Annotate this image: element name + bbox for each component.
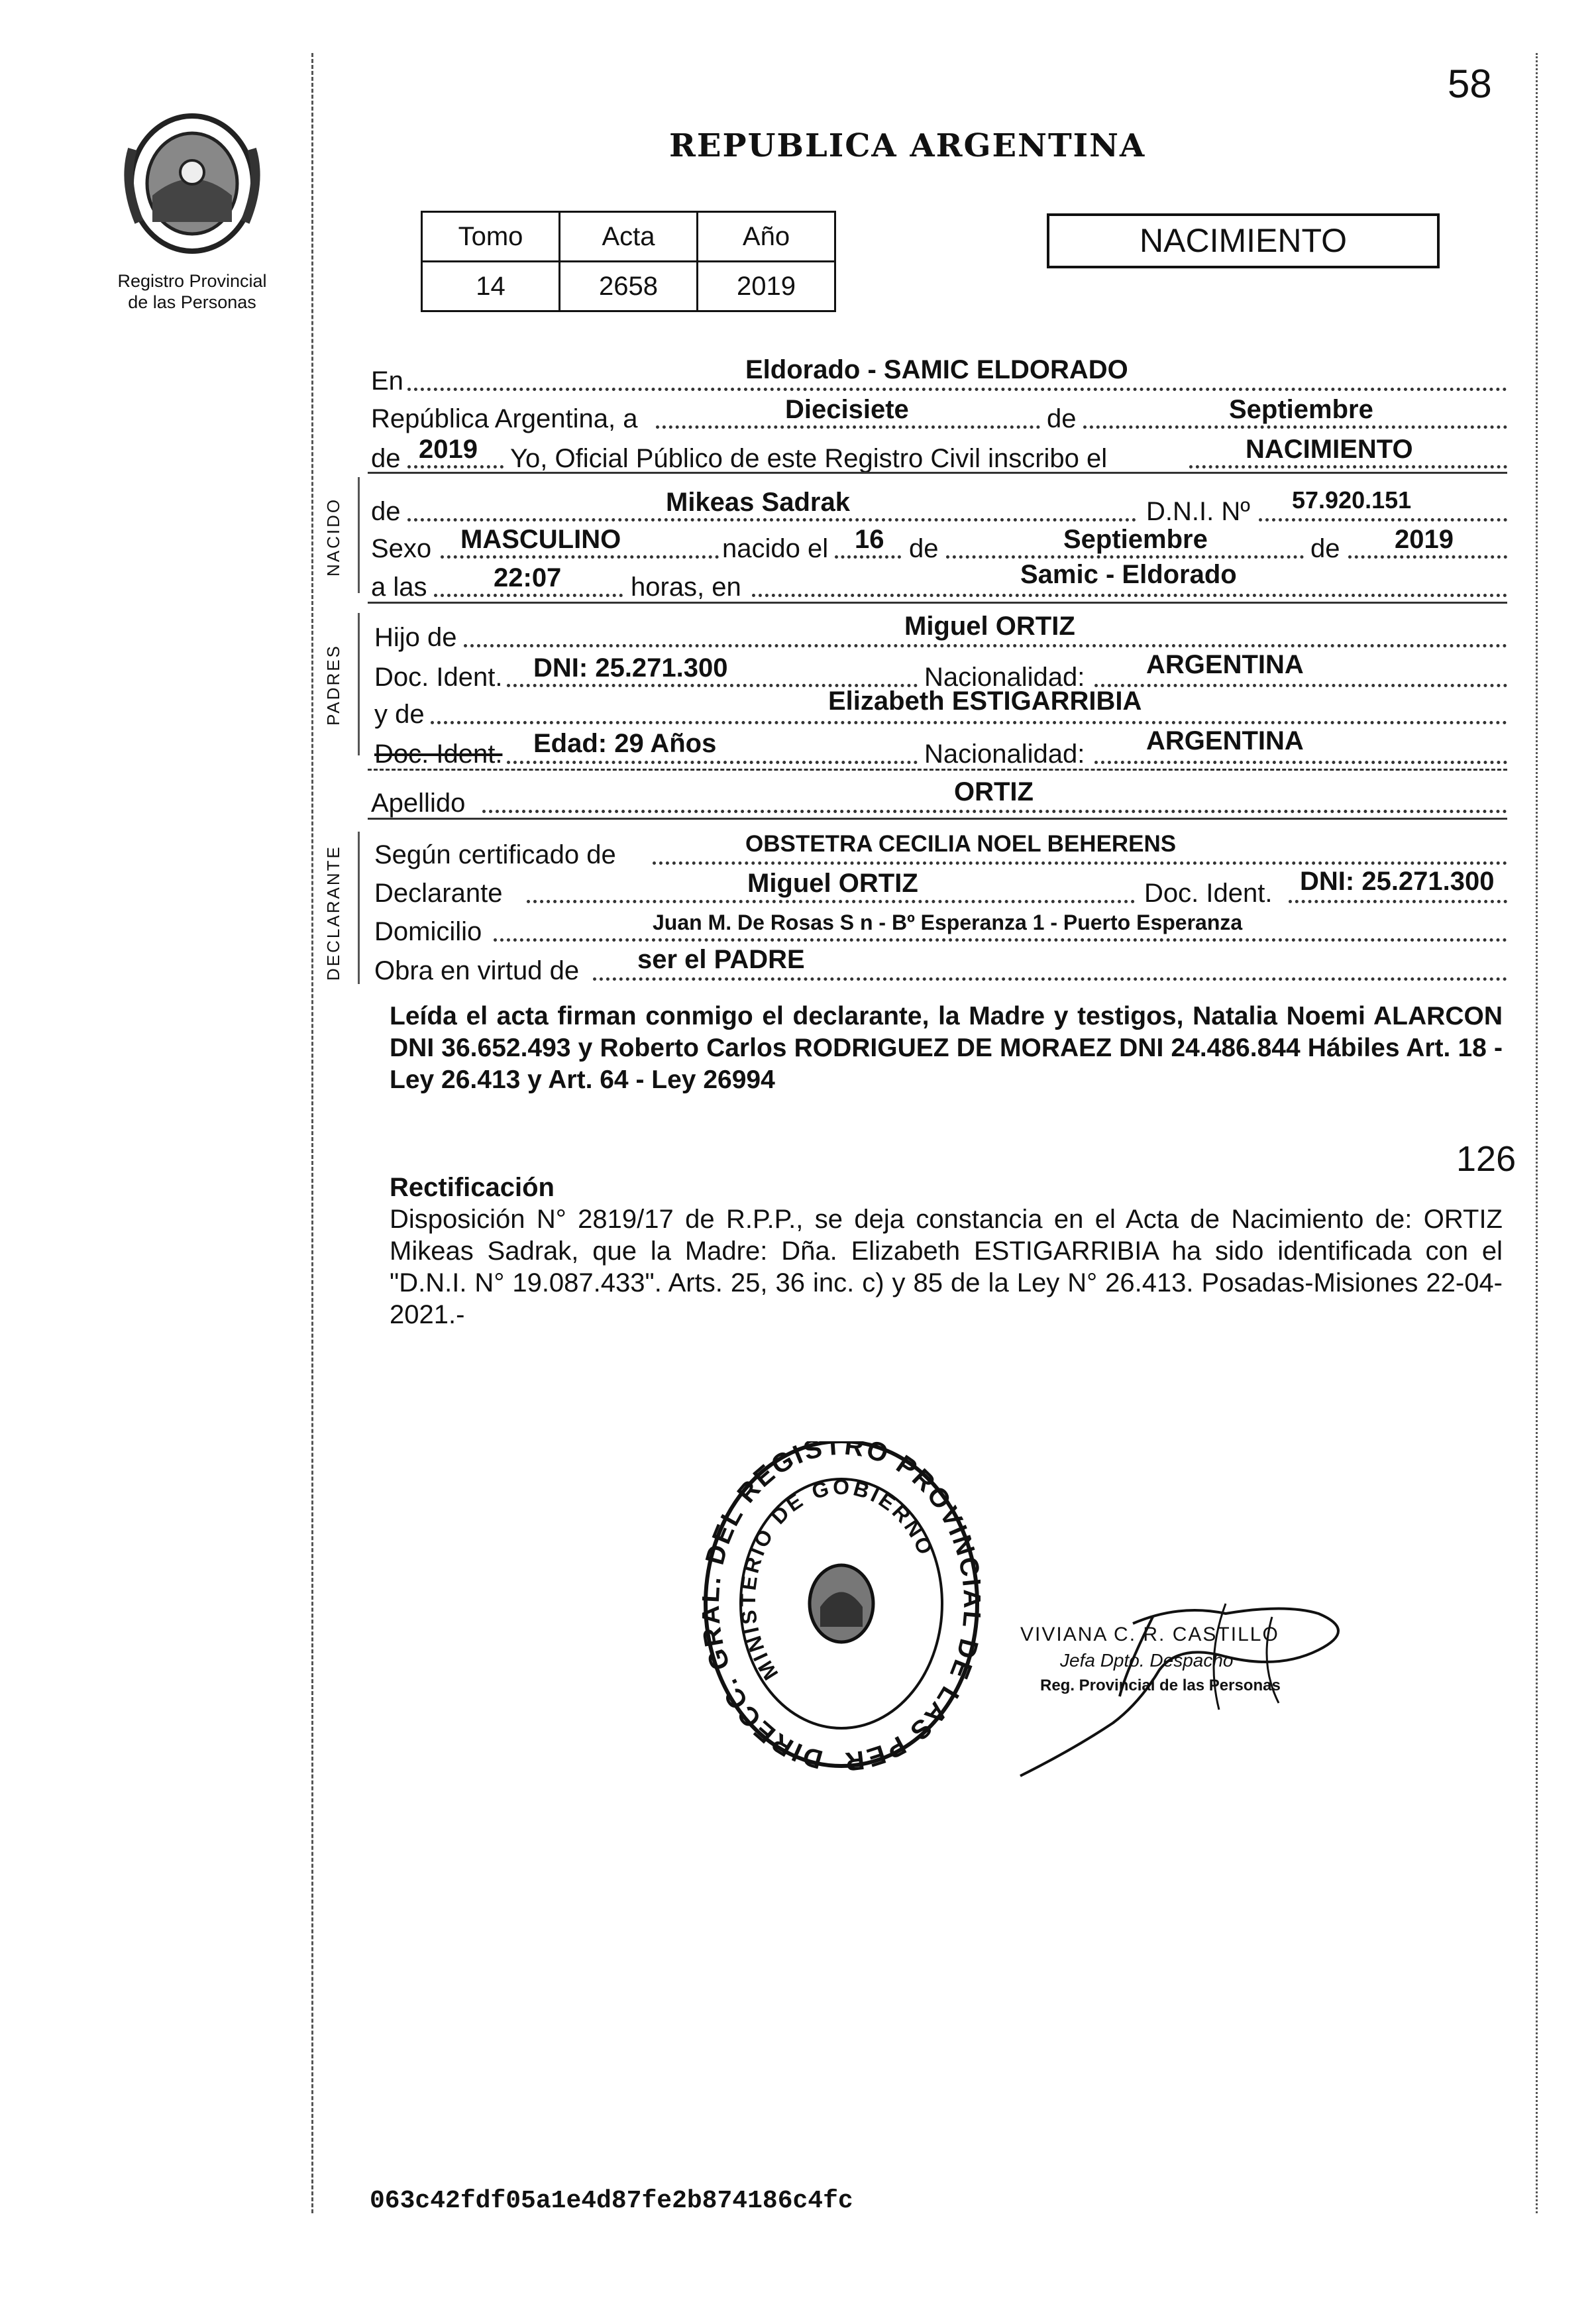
mes-line bbox=[1083, 425, 1507, 429]
certificado-value: OBSTETRA CECILIA NOEL BEHERENS bbox=[745, 831, 1177, 857]
declarante-doc-line bbox=[1289, 900, 1507, 903]
en-line bbox=[407, 388, 1507, 391]
side-label-nacido: NACIDO bbox=[323, 497, 343, 577]
declarante-label: Declarante bbox=[374, 879, 503, 908]
madre-nac-line bbox=[1094, 761, 1507, 764]
signature bbox=[1007, 1577, 1378, 1789]
rectificacion-text: Disposición N° 2819/17 de R.P.P., se deja constancia en el Acta de Nacimiento de: ORTIZ Mikeas Sadrak, que la Madre: Dña. Elizabeth ESTIGARRIBIA ha sido identificada con el "D.N.I. N° 19.087.433". Arts. 25, 36 inc. c) y 85 de la Ley N° 26.413. Posadas-Misiones 22-04-2021.- bbox=[390, 1205, 1503, 1329]
acta-header: Acta bbox=[560, 212, 698, 262]
de1-label: de bbox=[1047, 404, 1077, 433]
dia-line bbox=[656, 425, 1040, 429]
section-rule-2 bbox=[368, 602, 1507, 604]
dni-line bbox=[1259, 518, 1507, 522]
padre-nac-line bbox=[1094, 684, 1507, 687]
record-type-box: NACIMIENTO bbox=[1047, 213, 1440, 268]
madre-nac-label: Nacionalidad: bbox=[924, 740, 1085, 769]
de4-label: de bbox=[909, 534, 939, 563]
page-number: 58 bbox=[1448, 62, 1492, 106]
obra-line bbox=[593, 977, 1507, 981]
declarante-value: Miguel ORTIZ bbox=[747, 869, 918, 898]
madre-line bbox=[431, 721, 1507, 724]
sexo-line bbox=[441, 555, 719, 559]
obra-value: ser el PADRE bbox=[637, 945, 805, 974]
nac-dia-line bbox=[835, 555, 901, 559]
side-label-padres: PADRES bbox=[323, 644, 343, 726]
registry-table bbox=[421, 211, 836, 312]
right-margin-rule bbox=[1536, 53, 1538, 2213]
anio-line bbox=[407, 465, 504, 468]
obra-label: Obra en virtud de bbox=[374, 956, 580, 985]
misiones-logo bbox=[119, 109, 265, 262]
yde-label: y de bbox=[374, 700, 425, 729]
stamp-inner-text: MINISTERIO DE GOBIERNO bbox=[735, 1474, 939, 1684]
sexo-value: MASCULINO bbox=[460, 525, 621, 554]
madre-doc-label: Doc. Ident. bbox=[374, 740, 503, 769]
en-value: Eldorado - SAMIC ELDORADO bbox=[745, 355, 1128, 384]
rectificacion-title: Rectificación bbox=[390, 1173, 555, 1202]
inscribo-value: NACIMIENTO bbox=[1246, 435, 1413, 464]
padre-doc-value: DNI: 25.271.300 bbox=[533, 653, 728, 683]
certificado-label: Según certificado de bbox=[374, 840, 616, 869]
horas-label: horas, en bbox=[631, 573, 741, 602]
tomo-header: Tomo bbox=[422, 212, 560, 262]
anio-header: Año bbox=[698, 212, 835, 262]
left-margin-rule bbox=[311, 53, 313, 2213]
inscribo-text: Yo, Oficial Público de este Registro Civil inscribo el bbox=[510, 444, 1108, 473]
anio-value: 2019 bbox=[419, 435, 478, 464]
padre-nac-value: ARGENTINA bbox=[1146, 650, 1304, 679]
nac-mes-value: Septiembre bbox=[1063, 525, 1208, 554]
apellido-line bbox=[482, 810, 1507, 813]
section-rule-1 bbox=[368, 472, 1507, 474]
nac-anio-line bbox=[1348, 555, 1507, 559]
stamp-ring-text: DIRECC. G DEL REGISTRO PROVIN DE LAS PER bbox=[702, 1441, 981, 1777]
declarante-bracket bbox=[358, 832, 360, 984]
declarante-doc-value: DNI: 25.271.300 bbox=[1300, 867, 1495, 896]
note-number: 126 bbox=[1456, 1139, 1516, 1179]
certificado-line bbox=[653, 861, 1507, 865]
mes-value: Septiembre bbox=[1229, 395, 1373, 424]
declarante-line bbox=[527, 900, 1135, 903]
anio-value: 2019 bbox=[698, 262, 835, 311]
padre-value: Miguel ORTIZ bbox=[904, 612, 1075, 641]
madre-nac-value: ARGENTINA bbox=[1146, 726, 1304, 755]
padres-bracket bbox=[358, 613, 360, 755]
acta-value: 2658 bbox=[560, 262, 698, 311]
hijo-label: Hijo de bbox=[374, 623, 457, 652]
nombre-value: Mikeas Sadrak bbox=[666, 488, 850, 517]
sexo-label: Sexo bbox=[371, 534, 432, 563]
dni-value: 57.920.151 bbox=[1292, 486, 1412, 514]
tomo-value: 14 bbox=[422, 262, 560, 311]
domicilio-line bbox=[494, 938, 1507, 942]
nacido-label: nacido el bbox=[722, 534, 829, 563]
registry-name: Registro Provincial de las Personas bbox=[117, 271, 267, 312]
madre-edad-value: Edad: 29 Años bbox=[533, 729, 717, 758]
nac-anio-value: 2019 bbox=[1395, 525, 1454, 554]
signer-name: VIVIANA C. R. CASTILLO bbox=[1020, 1624, 1279, 1645]
en-label: En bbox=[371, 366, 403, 396]
dni-label: D.N.I. Nº bbox=[1146, 497, 1250, 526]
padre-nac-label: Nacionalidad: bbox=[924, 663, 1085, 692]
madre-edad-line bbox=[507, 761, 918, 764]
inscribo-line bbox=[1189, 465, 1507, 468]
section-rule-3 bbox=[368, 769, 1507, 771]
dia-value: Diecisiete bbox=[785, 395, 909, 424]
nombre-line bbox=[407, 518, 1136, 522]
madre-value: Elizabeth ESTIGARRIBIA bbox=[828, 687, 1142, 716]
apellido-label: Apellido bbox=[371, 789, 466, 818]
de5-label: de bbox=[1310, 534, 1340, 563]
leida-paragraph: Leída el acta firman conmigo el declarante, la Madre y testigos, Natalia Noemi ALARCON DNI 36.652.493 y Roberto Carlos RODRIGUEZ DE MORAEZ DNI 24.486.844 Hábiles Art. 18 - Ley 26.413 y Art. 64 - Ley 26994 bbox=[390, 1002, 1503, 1094]
nac-mes-line bbox=[946, 555, 1304, 559]
nacido-bracket bbox=[358, 477, 360, 593]
country-title: REPUBLICA ARGENTINA bbox=[669, 127, 1146, 164]
padre-line bbox=[464, 644, 1507, 647]
domicilio-label: Domicilio bbox=[374, 917, 482, 946]
declarante-doc-label: Doc. Ident. bbox=[1144, 879, 1273, 908]
nac-dia-value: 16 bbox=[855, 525, 884, 554]
lugar-line bbox=[752, 594, 1507, 597]
domicilio-value: Juan M. De Rosas S n - Bº Esperanza 1 - Puerto Esperanza bbox=[653, 910, 1243, 934]
signer-office: Reg. Provincial de las Personas bbox=[1040, 1677, 1281, 1694]
de2-label: de bbox=[371, 444, 401, 473]
lugar-value: Samic - Eldorado bbox=[1020, 560, 1237, 589]
document-hash: 063c42fdf05a1e4d87fe2b874186c4fc bbox=[370, 2187, 853, 2215]
a-las-label: a las bbox=[371, 573, 427, 602]
section-rule-4 bbox=[368, 818, 1507, 820]
side-label-declarante: DECLARANTE bbox=[323, 845, 343, 981]
hora-value: 22:07 bbox=[494, 563, 562, 592]
official-stamp bbox=[702, 1441, 981, 1786]
de3-label: de bbox=[371, 497, 401, 526]
hora-line bbox=[434, 594, 623, 597]
padre-doc-label: Doc. Ident. bbox=[374, 663, 503, 692]
republica-label: República Argentina, a bbox=[371, 404, 638, 433]
signer-role: Jefa Dpto. Despacho bbox=[1060, 1650, 1234, 1671]
apellido-value: ORTIZ bbox=[954, 777, 1034, 806]
